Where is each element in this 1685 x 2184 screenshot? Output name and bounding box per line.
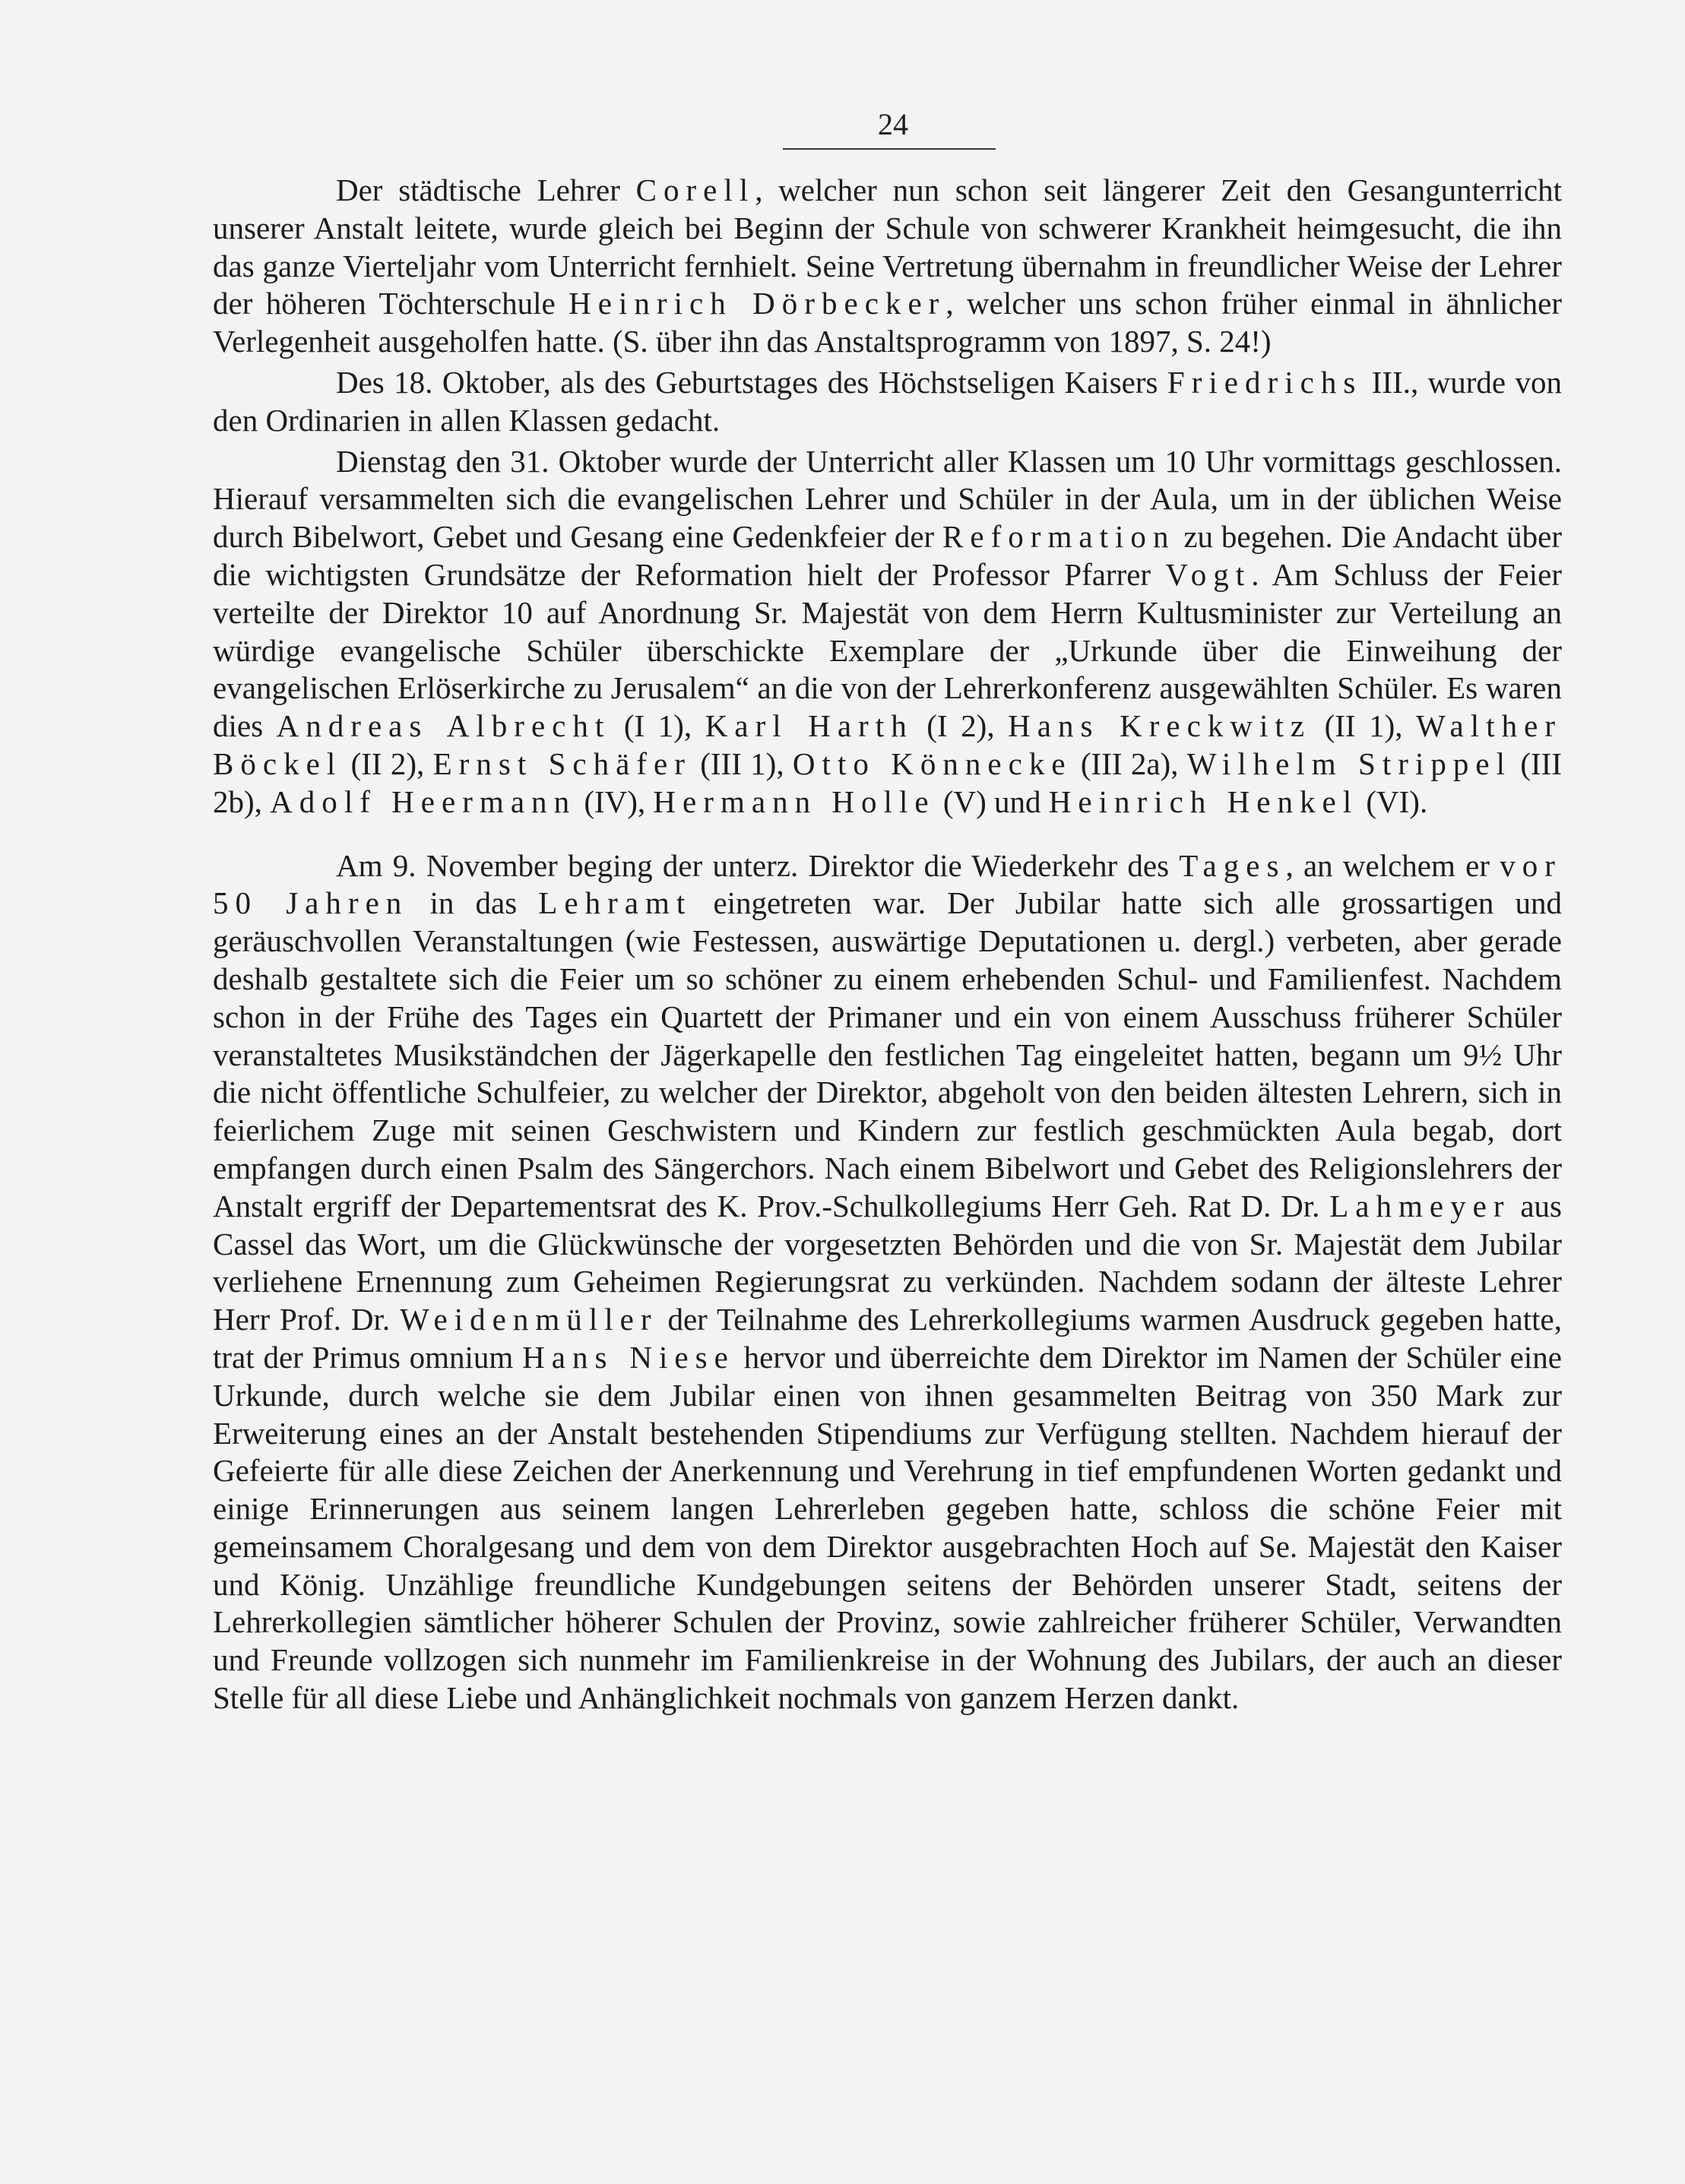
spaced-emphasis: Friedrichs <box>1167 364 1363 400</box>
paragraph-jubilee <box>213 847 1562 1717</box>
spaced-emphasis: Corell <box>635 173 755 207</box>
text-run: III., wurde von den Ordinarien in allen Klassen gedacht. <box>213 364 1562 438</box>
text-run: (II 2), <box>342 745 433 781</box>
paragraph-reformation <box>213 443 1562 821</box>
spaced-emphasis: Weidenmüller <box>400 1302 658 1337</box>
text-run: (III 2b), <box>213 745 1562 819</box>
spaced-emphasis: vor 50 Jahren <box>213 847 1562 921</box>
spaced-emphasis: Adolf Heermann <box>270 783 577 819</box>
text-run: , welcher nun schon seit längerer Zeit den Gesangunterricht unserer Anstalt leitete, wurde gleich bei Beginn der Schule von schwerer Krankheit heimgesucht, die ihn das ganze Vierteljahr vom Unterricht fernhielt. Seine Vertretung übernahm in freundlicher Weise der Lehrer der höheren Töchterschule <box>213 173 1563 321</box>
spaced-emphasis: Hans Niese <box>522 1339 735 1375</box>
spaced-emphasis: Tages <box>1179 847 1286 883</box>
text-run: (III 1), <box>691 745 793 781</box>
text-run: , an welchem er <box>1285 847 1500 883</box>
spaced-emphasis: Wilhelm Strippel <box>1186 745 1512 781</box>
header-rule <box>783 148 996 150</box>
spaced-emphasis: Heinrich Henkel <box>1048 783 1359 819</box>
paragraph-corell <box>213 172 1562 361</box>
text-run: Am 9. November beging der unterz. Direktor die Wiederkehr des <box>336 847 1180 883</box>
text-run: (III 2a), <box>1072 745 1187 781</box>
text-run: Der städtische Lehrer <box>336 173 636 207</box>
spaced-emphasis: Reformation <box>942 519 1176 555</box>
text-run: . Am Schluss der Feier verteilte der Direktor 10 auf Anordnung Sr. Majestät von dem Herrn Kultusminister zur Verteilung an würdige evangelische Schüler überschickte Exemplare der „Urkunde über die Einweihung der evangelischen Erlöserkirche zu Jerusalem“ an die von der Lehrerkonferenz ausgewählten Schüler. Es waren dies <box>213 556 1562 744</box>
text-run: eingetreten war. Der Jubilar hatte sich alle grossartigen und geräuschvollen Veranstaltungen (wie Festessen, auswärtige Deputationen u. dergl.) verbeten, aber gerade deshalb gestaltete sich die Feier um so schöner zu einem erhebenden Schul- und Familienfest. Nachdem schon in der Frühe des Tages ein Quartett der Primaner und ein von einem Ausschuss früherer Schüler veranstaltetes Musikständchen der Jägerkapelle den festlichen Tag eingeleitet hatten, begann um 9½ Uhr die nicht öffentliche Schulfeier, zu welcher der Direktor, abgeholt von den beiden ältesten Lehrern, sich in feierlichem Zuge mit seinen Geschwistern und Kindern zur festlich geschmückten Aula begab, dort empfangen durch einen Psalm des Sängerchors. Nach einem Bibelwort und Gebet des Religionslehrers der Anstalt ergriff der Departementsrat des K. Prov.-Schulkollegiums Herr Geh. Rat D. Dr. <box>213 885 1562 1223</box>
spaced-emphasis: Andreas Albrecht <box>276 708 611 744</box>
text-run: (VI). <box>1358 783 1428 819</box>
spaced-emphasis: Lehramt <box>538 885 692 921</box>
text-run: (V) und <box>935 783 1049 819</box>
page-number: 24 <box>878 107 908 141</box>
text-run: (I 1), <box>610 708 705 744</box>
paragraph-birthday-friedrich <box>213 364 1562 440</box>
text-run: in das <box>408 885 539 921</box>
text-run: (IV), <box>576 783 654 819</box>
text-run: (II 1), <box>1311 708 1417 744</box>
body-text <box>213 172 1562 1717</box>
text-run: der Teilnahme des Lehrerkollegiums warmen Ausdruck gegeben hatte, trat der Primus omnium <box>213 1302 1562 1375</box>
text-run: zu begehen. Die Andacht über die wichtigsten Grundsätze der Reformation hielt der Professor Pfarrer <box>213 519 1562 592</box>
spaced-emphasis: Hans Kreckwitz <box>1008 708 1312 744</box>
text-run: aus Cassel das Wort, um die Glückwünsche der vorgesetzten Behörden und die von Sr. Majestät dem Jubilar verliehene Ernennung zum Geheimen Regierungsrat zu verkünden. Nachdem sodann der älteste Lehrer Herr Prof. Dr. <box>213 1188 1562 1337</box>
text-run: hervor und überreichte dem Direktor im Namen der Schüler eine Urkunde, durch welche sie dem Jubilar einen von ihnen gesammelten Beitrag von 350 Mark zur Erweiterung eines an der Anstalt bestehenden Stipendiums zur Verfügung stellten. Nachdem hierauf der Gefeierte für alle diese Zeichen der Anerkennung und Verehrung in tief empfundenen Worten gedankt und einige Erinnerungen aus seinem langen Lehrerleben gegeben hatte, schloss die schöne Feier mit gemeinsamem Choralgesang und dem von dem Direktor ausgebrachten Hoch auf Se. Majestät den Kaiser und König. Unzählige freundliche Kundgebungen seitens der Behörden unserer Stadt, seitens der Lehrerkollegien sämtlicher höherer Schulen der Provinz, sowie zahlreicher früherer Schüler, Verwandten und Freunde vollzogen sich nunmehr im Familienkreise in der Wohnung des Jubilars, der auch an dieser Stelle für all diese Liebe und Anhänglichkeit nochmals von ganzem Herzen dankt. <box>213 1339 1562 1716</box>
spaced-emphasis: Hermann Holle <box>653 783 936 819</box>
spaced-emphasis: Heinrich Dörbecker <box>569 286 946 321</box>
spaced-emphasis: Ernst Schäfer <box>432 745 692 781</box>
spaced-emphasis: Vogt <box>1165 556 1252 592</box>
spaced-emphasis: Walther Böckel <box>213 708 1563 781</box>
spaced-emphasis: Lahmeyer <box>1329 1188 1511 1223</box>
text-run: , welcher uns schon früher einmal in ähnlicher Verlegenheit ausgeholfen hatte. (S. über ihn das Anstaltsprogramm von 1897, S. 24!) <box>213 286 1562 359</box>
spaced-emphasis: Karl Harth <box>705 708 914 744</box>
spaced-emphasis: Otto Könnecke <box>792 745 1072 781</box>
text-run: (I 2), <box>913 708 1009 744</box>
text-run: Dienstag den 31. Oktober wurde der Unterricht aller Klassen um 10 Uhr vormittags geschlossen. Hierauf versammelten sich die evangelischen Lehrer und Schüler in der Aula, um in der üblichen Weise durch Bibelwort, Gebet und Gesang eine Gedenkfeier der <box>213 443 1562 555</box>
text-run: Des 18. Oktober, als des Geburtstages des Höchstseligen Kaisers <box>336 364 1167 400</box>
